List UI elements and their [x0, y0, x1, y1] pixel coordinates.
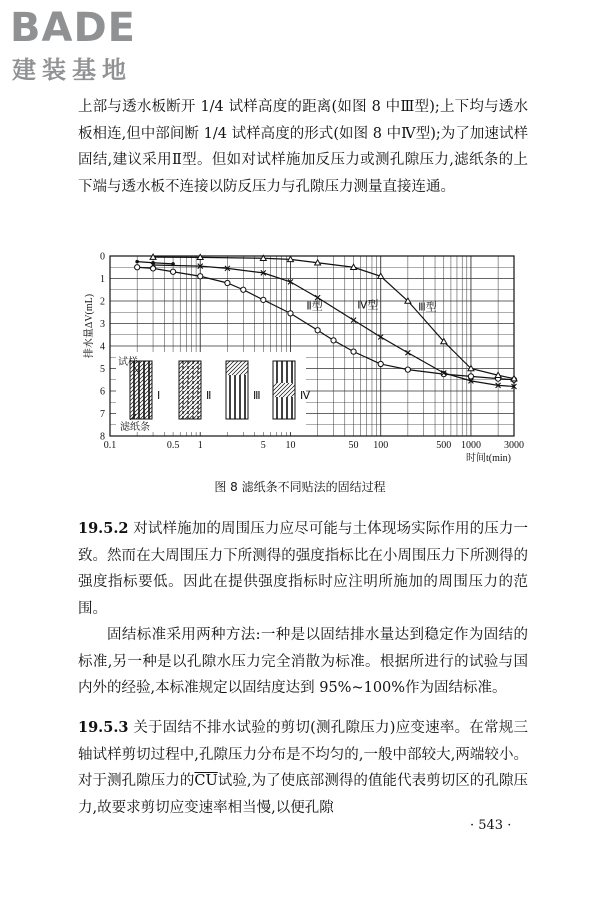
figure-caption: 图 8 滤纸条不同贴法的固结过程 [214, 480, 386, 494]
hatch-line [315, 383, 329, 397]
data-point [351, 349, 356, 354]
paragraph-intro: 上部与透水板断开 1/4 试样高度的距离(如图 8 中Ⅲ型);上下均与透水板相连,但中部间断 1/4 试样高度的形式(如图 8 中Ⅳ型);为了加速试样固结,建议采用Ⅱ型。但如对试样施加反压力或测孔隙压力,滤纸条的上下端与透水板不连接以防反压力与孔隙压力测量直接连通。 [78, 99, 528, 195]
section-number: 19.5.3 [78, 719, 129, 736]
page-number: · 543 · [470, 818, 512, 833]
section-number: 19.5.2 [78, 520, 129, 537]
type-label: Ⅰ [157, 390, 161, 402]
data-point [170, 269, 175, 274]
hatch-line [331, 383, 345, 397]
data-point [241, 287, 246, 292]
hatch-line [347, 383, 361, 397]
section-19-5-3 [78, 715, 528, 821]
y-axis-label: 排水量ΔV(mL) [84, 293, 95, 359]
x-tick-label: 50 [348, 440, 359, 451]
data-point [198, 274, 203, 279]
x-tick-label: 0.1 [103, 440, 117, 451]
section-19-5-2 [78, 516, 528, 622]
brand-logo-text: BADE [10, 5, 136, 51]
x-tick-label: 0.5 [166, 440, 180, 451]
x-tick-label: 10 [285, 440, 296, 451]
y-tick-label: 8 [100, 431, 105, 443]
x-axis-label: 时间t(min) [466, 453, 511, 464]
data-point [405, 367, 410, 372]
data-point [135, 265, 140, 270]
y-tick-label: 3 [100, 319, 105, 330]
type-label: Ⅱ [206, 390, 212, 402]
x-tick-label: 500 [436, 440, 452, 451]
hatch-line [304, 361, 318, 375]
series-label: Ⅲ型 [418, 301, 437, 314]
x-tick-label: 1 [197, 440, 203, 451]
hatch-line [311, 383, 325, 397]
specimen-label: 试样 [118, 357, 138, 368]
hatch-line [351, 383, 365, 397]
cu-overline: $\overline{CU}$ [194, 773, 218, 789]
x-tick-label: 3000 [504, 440, 524, 451]
series-label: Ⅳ型 [357, 299, 379, 312]
data-point [331, 338, 336, 343]
hatch-line [343, 383, 357, 397]
data-point [261, 297, 266, 302]
y-tick-label: 1 [100, 274, 105, 285]
data-point [135, 260, 139, 264]
filter-strip-label: 滤纸条 [120, 422, 150, 433]
data-point [225, 280, 230, 285]
brand-logo-subtitle: 建装基地 [12, 56, 132, 84]
brand-logo [10, 6, 180, 86]
hatch-line [319, 383, 333, 397]
y-tick-label: 5 [100, 364, 105, 375]
data-point [378, 361, 383, 366]
x-tick-label: 100 [373, 440, 389, 451]
data-point [468, 374, 473, 379]
figure-consolidation-chart [78, 248, 528, 470]
paragraph-consolidation-standard: 固结标准采用两种方法:一种是以固结排水量达到稳定作为固结的标准,另一种是以孔隙水压力完全消散为标准。根据所进行的试验与国内外的经验,本标准规定以固结度达到 95%~100%作为固结标准。 [78, 627, 528, 696]
type-label: Ⅳ [300, 390, 311, 402]
data-point [288, 311, 293, 316]
data-point [315, 328, 320, 333]
y-tick-label: 2 [100, 296, 105, 308]
hatch-line [323, 383, 337, 397]
y-tick-label: 6 [100, 386, 105, 398]
hatch-line [339, 383, 353, 397]
hatch-line [327, 383, 341, 397]
hatch-line [335, 383, 349, 397]
section-text-cont: 试验,为了使底部测得的值能代表剪切区的孔隙压力,故要求剪切应变速率相当慢,以便孔隙 [78, 773, 529, 816]
x-tick-label: 5 [260, 440, 266, 451]
x-tick-label: 1000 [460, 440, 481, 451]
section-text: 对试样施加的周围压力应尽可能与土体现场实际作用的压力一致。然而在大周围压力下所测得的强度指标比在小周围压力下所测得的强度指标要低。因此在提供强度指标时应注明所施加的周围压力的范围。 [78, 521, 529, 617]
y-tick-label: 0 [100, 251, 105, 263]
y-tick-label: 4 [100, 341, 105, 353]
type-label: Ⅲ [253, 390, 261, 402]
section-text: 关于固结不排水试验的剪切(测孔隙压力)应变速率。在常规三轴试样剪切过程中,孔隙压力分布是不均匀的,一般中部较大,两端较小。对于测孔隙压力的 [78, 720, 529, 789]
series-label: Ⅱ型 [306, 300, 323, 313]
y-tick-label: 7 [100, 409, 105, 420]
